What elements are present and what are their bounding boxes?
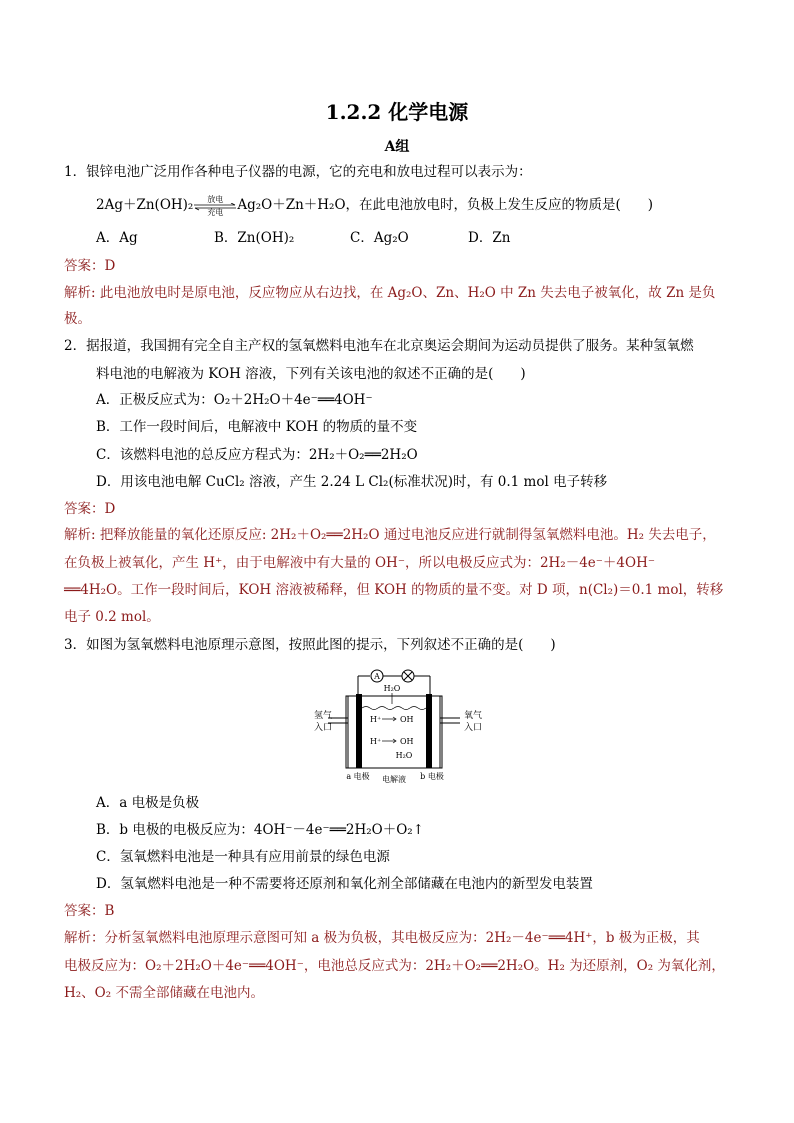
- q3-analysis-line1: 解析：分析氢氧燃料电池原理示意图可知 a 极为负极，其电极反应为：2H₂－4e⁻══4H⁺，b 极为正极，其: [64, 930, 700, 946]
- h-ion-label-2: H⁺: [370, 737, 382, 746]
- q3-stem: 3．如图为氢氧燃料电池原理示意图，按照此图的提示，下列叙述不正确的是( ): [64, 637, 556, 653]
- q1-eq-right: Ag₂O＋Zn＋H₂O，在此电池放电时，负极上发生反应的物质是( ): [237, 197, 654, 213]
- q1-choice-d: D．Zn: [468, 230, 511, 246]
- q3-choice-b: B．b 电极的电极反应为：4OH⁻－4e⁻══2H₂O＋O₂↑: [96, 822, 425, 838]
- q1-choice-c: C．Ag₂O: [350, 230, 409, 246]
- q2-stem-line2: 料电池的电解液为 KOH 溶液，下列有关该电池的叙述不正确的是( ): [96, 366, 526, 382]
- oh-ion-label-2: OH: [400, 737, 414, 746]
- group-heading: A组: [384, 139, 410, 155]
- b-electrode-plate: [426, 694, 432, 768]
- ammeter-label: A: [374, 672, 380, 681]
- q2-analysis-line1: 解析: 把释放能量的氧化还原反应: 2H₂＋O₂══2H₂O 通过电池反应进行就制得氢氧燃料电池。H₂ 失去电子，: [64, 527, 716, 543]
- q2-choice-d: D．用该电池电解 CuCl₂ 溶液，产生 2.24 L Cl₂(标准状况)时，有 0.1 mol 电子转移: [96, 474, 608, 490]
- h2-inlet-label: 氢气: [314, 711, 333, 721]
- reversible-arrow-icon: [193, 196, 237, 216]
- q1-choice-b: B．Zn(OH)₂: [214, 230, 295, 246]
- q3-choice-c: C．氢氧燃料电池是一种具有应用前景的绿色电源: [96, 849, 390, 865]
- page-title: 1.2.2 化学电源: [325, 100, 469, 124]
- h-ion-label-1: H⁺: [370, 715, 382, 724]
- q2-answer: 答案：D: [64, 501, 116, 517]
- q1-choices: [96, 228, 764, 248]
- h2-inlet-label-2: 入口: [314, 723, 333, 733]
- o2-inlet-label: 氧气: [464, 711, 483, 721]
- q1-choice-a: A．Ag: [96, 230, 138, 246]
- q2-analysis-line4: 电子 0.2 mol。: [64, 609, 160, 625]
- q3-choice-a: A．a 电极是负极: [96, 795, 200, 811]
- q3-analysis-line3: H₂、O₂ 不需全部储藏在电池内。: [64, 985, 264, 1001]
- arrow-top-label: 放电: [207, 194, 224, 204]
- q1-analysis-line1: 解析: 此电池放电时是原电池，反应物应从右边找，在 Ag₂O、Zn、H₂O 中 Zn 失去电子被氧化，故 Zn 是负: [64, 285, 716, 301]
- fuel-cell-diagram: [300, 664, 496, 784]
- o2-inlet-label-2: 入口: [464, 723, 483, 733]
- q2-analysis-line3: ══4H₂O。工作一段时间后，KOH 溶液被稀释，但 KOH 的物质的量不变。对 D 项，n(Cl₂)＝0.1 mol，转移: [64, 582, 724, 598]
- q3-analysis-line2: 电极反应为：O₂＋2H₂O＋4e⁻══4OH⁻，电池总反应式为：2H₂＋O₂══2H₂O。H₂ 为还原剂，O₂ 为氧化剂，: [64, 958, 725, 974]
- q1-stem: 1．银锌电池广泛用作各种电子仪器的电源，它的充电和放电过程可以表示为：: [64, 164, 532, 180]
- a-electrode-label: a 电极: [346, 772, 370, 781]
- q2-choice-b: B．工作一段时间后，电解液中 KOH 的物质的量不变: [96, 419, 418, 435]
- a-electrode-plate: [356, 694, 362, 768]
- q3-choice-d: D．氢氧燃料电池是一种不需要将还原剂和氧化剂全部储藏在电池内的新型发电装置: [96, 876, 593, 892]
- electrolyte-label: 电解液: [382, 775, 406, 784]
- q2-stem-line1: 2．据报道，我国拥有完全自主产权的氢氧燃料电池车在北京奥运会期间为运动员提供了服务。某种氢氧燃: [64, 338, 694, 354]
- q1-answer: 答案：D: [64, 258, 116, 274]
- q1-equation: [96, 195, 716, 216]
- q3-answer: 答案：B: [64, 903, 115, 919]
- h2o-top-label: H₂O: [383, 684, 401, 693]
- h2o-bottom-label: H₂O: [395, 751, 413, 760]
- q2-choice-c: C．该燃料电池的总反应方程式为：2H₂＋O₂══2H₂O: [96, 447, 418, 463]
- q1-eq-left: 2Ag＋Zn(OH)₂: [96, 197, 194, 213]
- b-electrode-label: b 电极: [420, 772, 444, 781]
- q1-analysis-line2: 极。: [64, 311, 91, 327]
- arrow-bottom-label: 充电: [207, 207, 224, 217]
- oh-ion-label-1: OH: [400, 715, 414, 724]
- q2-analysis-line2: 在负极上被氧化，产生 H⁺，由于电解液中有大量的 OH⁻，所以电极反应式为：2H₂－4e⁻＋4OH⁻: [64, 555, 655, 571]
- q2-choice-a: A．正极反应式为：O₂＋2H₂O＋4e⁻══4OH⁻: [96, 392, 373, 408]
